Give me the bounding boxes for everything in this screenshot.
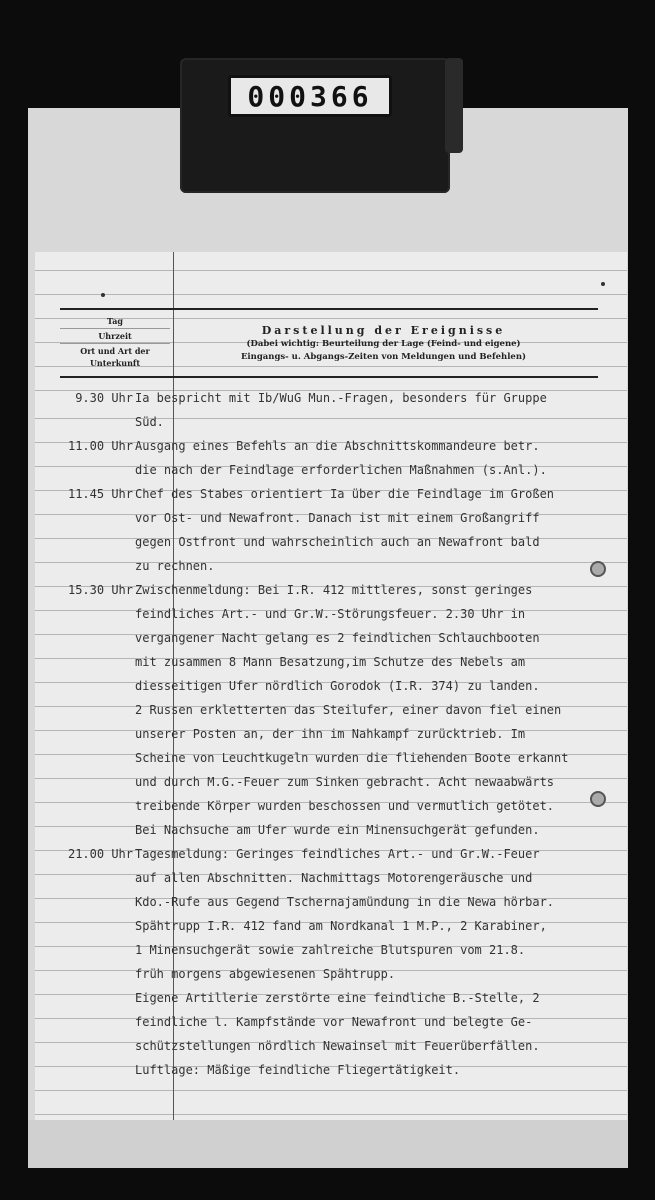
entry-text: Bei Nachsuche am Ufer wurde ein Minensuchgerät gefunden. — [135, 823, 540, 837]
log-row — [35, 819, 627, 843]
log-row — [35, 891, 627, 915]
entry-text: treibende Körper wurden beschossen und vermutlich getötet. — [135, 799, 555, 813]
entry-text: Scheine von Leuchtkugeln wurden die fliehenden Boote erkannt — [135, 751, 569, 765]
log-row — [35, 723, 627, 747]
counter-knob — [445, 58, 463, 153]
punch-hole — [590, 791, 606, 807]
clipboard-bottom — [28, 1120, 628, 1168]
log-row — [35, 459, 627, 483]
log-row — [35, 1059, 627, 1083]
entry-text: die nach der Feindlage erforderlichen Maßnahmen (s.Anl.). — [135, 463, 547, 477]
entry-time: 15.30 Uhr — [67, 583, 133, 597]
entry-text: Ausgang eines Befehls an die Abschnittskommandeure betr. — [135, 439, 540, 453]
log-row — [35, 939, 627, 963]
log-row — [35, 771, 627, 795]
entry-text: Tagesmeldung: Geringes feindliches Art.- und Gr.W.-Feuer — [135, 847, 540, 861]
log-row — [35, 531, 627, 555]
entry-text: vergangener Nacht gelang es 2 feindlichen Schlauchbooten — [135, 631, 540, 645]
log-row — [35, 411, 627, 435]
header-subtitle-1: (Dabei wichtig: Beurteilung der Lage (Feind- und eigene) — [246, 339, 521, 349]
log-row — [35, 435, 627, 459]
entry-text: Spähtrupp I.R. 412 fand am Nordkanal 1 M.P., 2 Karabiner, — [135, 919, 547, 933]
log-row — [35, 387, 627, 411]
entry-text: Zwischenmeldung: Bei I.R. 412 mittleres, sonst geringes — [135, 583, 533, 597]
header-subtitle-2: Eingangs- u. Abgangs-Zeiten von Meldungen und Befehlen) — [240, 352, 527, 362]
log-row — [35, 747, 627, 771]
header-title: Darstellung der Ereignisse — [261, 324, 506, 337]
entry-text: mit zusammen 8 Mann Besatzung,im Schutze des Nebels am — [135, 655, 526, 669]
log-row — [35, 987, 627, 1011]
entry-text: 1 Minensuchgerät sowie zahlreiche Blutspuren vom 21.8. — [135, 943, 526, 957]
header-bottom-rule — [60, 376, 598, 378]
entry-text: und durch M.G.-Feuer zum Sinken gebracht. Acht newaabwärts — [135, 775, 555, 789]
label-uhrzeit: Uhrzeit — [60, 329, 170, 344]
frame-counter-number: 000366 — [228, 75, 392, 117]
entry-text: gegen Ostfront und wahrscheinlich auch an Newafront bald — [135, 535, 540, 549]
entry-text: vor Ost- und Newafront. Danach ist mit einem Großangriff — [135, 511, 540, 525]
log-row — [35, 627, 627, 651]
log-row — [35, 651, 627, 675]
entry-text: Kdo.-Rufe aus Gegend Tschernajamündung in die Newa hörbar. — [135, 895, 555, 909]
entry-text: 2 Russen erkletterten das Steilufer, einer davon fiel einen — [135, 703, 562, 717]
entry-text: Luftlage: Mäßige feindliche Fliegertätigkeit. — [135, 1063, 461, 1077]
entry-time: 21.00 Uhr — [67, 847, 133, 861]
entry-text: auf allen Abschnitten. Nachmittags Motorengeräusche und — [135, 871, 533, 885]
log-row — [35, 579, 627, 603]
label-tag: Tag — [60, 314, 170, 329]
ink-dot — [601, 282, 605, 286]
entry-text: feindliches Art.- und Gr.W.-Störungsfeuer. 2.30 Uhr in — [135, 607, 526, 621]
log-row — [35, 483, 627, 507]
entry-text: Süd. — [135, 415, 164, 429]
header-left-labels — [60, 314, 170, 370]
log-row — [35, 963, 627, 987]
entry-text: unserer Posten an, der ihn im Nahkampf zurücktrieb. Im — [135, 727, 526, 741]
ink-dot — [101, 293, 105, 297]
entry-text: diesseitigen Ufer nördlich Gorodok (I.R. 374) zu landen. — [135, 679, 540, 693]
entry-time: 9.30 Uhr — [75, 391, 133, 405]
entry-time: 11.00 Uhr — [67, 439, 133, 453]
log-row — [35, 555, 627, 579]
log-row — [35, 1035, 627, 1059]
entry-text: Chef des Stabes orientiert Ia über die Feindlage im Großen — [135, 487, 555, 501]
entry-time: 11.45 Uhr — [67, 487, 133, 501]
log-row — [35, 675, 627, 699]
header-top-rule — [60, 308, 598, 310]
log-row — [35, 843, 627, 867]
log-row — [35, 699, 627, 723]
log-row — [35, 795, 627, 819]
entry-text: schützstellungen nördlich Newainsel mit Feuerüberfällen. — [135, 1039, 540, 1053]
header-right — [180, 324, 587, 363]
log-row — [35, 867, 627, 891]
log-row — [35, 1011, 627, 1035]
label-ort: Ort und Art der Unterkunft — [80, 346, 150, 368]
entry-text: feindliche l. Kampfstände vor Newafront und belegte Ge- — [135, 1015, 533, 1029]
entry-text: zu rechnen. — [135, 559, 215, 573]
entry-text: Ia bespricht mit Ib/WuG Mun.-Fragen, besonders für Gruppe — [135, 391, 547, 405]
log-row — [35, 915, 627, 939]
document-sheet — [35, 252, 627, 1120]
log-row — [35, 603, 627, 627]
punch-hole — [590, 561, 606, 577]
entry-text: Eigene Artillerie zerstörte eine feindliche B.-Stelle, 2 — [135, 991, 540, 1005]
log-row — [35, 507, 627, 531]
entry-text: früh morgens abgewiesenen Spähtrupp. — [135, 967, 396, 981]
